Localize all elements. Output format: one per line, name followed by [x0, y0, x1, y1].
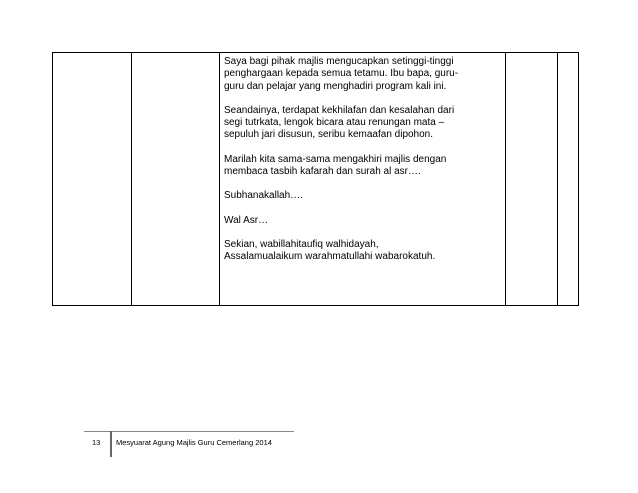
column-divider	[131, 53, 132, 305]
column-divider	[557, 53, 558, 305]
paragraph-apology: Seandainya, terdapat kekhilafan dan kesalahan dari segi tutrkata, lengok bicara atau renungan mata – sepuluh jari disusun, seribu kemaafan dipohon.	[224, 104, 455, 141]
footer-title: Mesyuarat Agung Majlis Guru Cemerlang 2014	[116, 438, 272, 447]
footer-divider	[110, 431, 112, 457]
paragraph-tasbih: Marilah kita sama-sama mengakhiri majlis dengan membaca tasbih kafarah dan surah al asr….	[224, 153, 447, 178]
paragraph-thanks: Saya bagi pihak majlis mengucapkan setinggi-tinggi penghargaan kepada semua tetamu. Ibu bapa, guru- guru dan pelajar yang menghadiri program kali ini.	[224, 56, 459, 92]
paragraph-wal-asr: Wal Asr…	[224, 214, 269, 226]
closing-remarks-cell	[224, 56, 504, 276]
paragraph-subhanakallah: Subhanakallah….	[224, 190, 303, 202]
agenda-table	[52, 52, 579, 306]
column-divider	[219, 53, 220, 305]
column-divider	[505, 53, 506, 305]
footer-rule	[84, 431, 294, 432]
page-number: 13	[92, 438, 101, 447]
paragraph-closing-greeting: Sekian, wabillahitaufiq walhidayah, Assalamualaikum warahmatullahi wabarokatuh.	[224, 238, 436, 263]
